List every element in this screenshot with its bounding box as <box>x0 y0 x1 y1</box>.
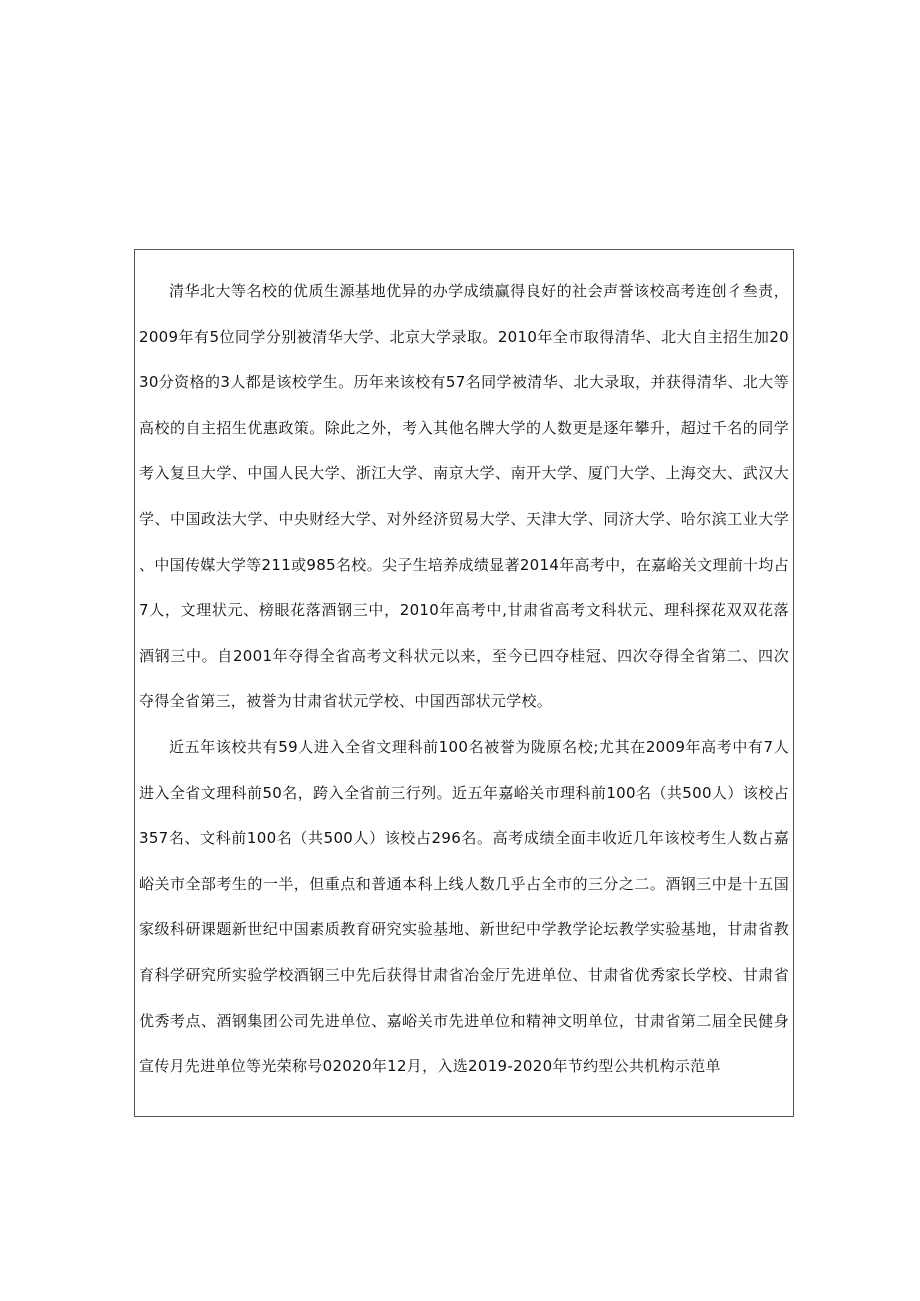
paragraph-recent-results: 近五年该校共有59人进入全省文理科前100名被誉为陇原名校;尤其在2009年高考中有7人进入全省文理科前50名，跨入全省前三行列。近五年嘉峪关市理科前100名（共500人）该校占357名、文科前100名（共500人）该校占296名。高考成绩全面丰收近几年该校考生人数占嘉峪关市全部考生的一半，但重点和普通本科上线人数几乎占全市的三分之二。酒钢三中是十五国家级科研课题新世纪中国素质教育研究实验基地、新世纪中学教学论坛教学实验基地，甘肃省教育科学研究所实验学校酒钢三中先后获得甘肃省冶金厅先进单位、甘肃省优秀家长学校、甘肃省优秀考点、酒钢集团公司先进单位、嘉峪关市先进单位和精神文明单位，甘肃省第二届全民健身宣传月先进单位等光荣称号02020年12月，入选2019-2020年节约型公共机构示范单 <box>139 737 789 1076</box>
bordered-text-box <box>134 249 794 1117</box>
paragraph-achievements: 清华北大等名校的优质生源基地优异的办学成绩赢得良好的社会声誉该校高考连创彳叁责，2009年有5位同学分别被清华大学、北京大学录取。2010年全市取得清华、北大自主招生加2030分资格的3人都是该校学生。历年来该校有57名同学被清华、北大录取，并获得清华、北大等高校的自主招生优惠政策。除此之外，考入其他名牌大学的人数更是逐年攀升，超过千名的同学考入复旦大学、中国人民大学、浙江大学、南京大学、南开大学、厦门大学、上海交大、武汉大学、中国政法大学、中央财经大学、对外经济贸易大学、天津大学、同济大学、哈尔滨工业大学、中国传媒大学等211或985名校。尖子生培养成绩显著2014年高考中，在嘉峪关文理前十均占7人，文理状元、榜眼花落酒钢三中，2010年高考中,甘肃省高考文科状元、理科探花双双花落酒钢三中。自2001年夺得全省高考文科状元以来，至今已四夺桂冠、四次夺得全省第二、四次夺得全省第三，被誉为甘肃省状元学校、中国西部状元学校。 <box>139 282 789 711</box>
